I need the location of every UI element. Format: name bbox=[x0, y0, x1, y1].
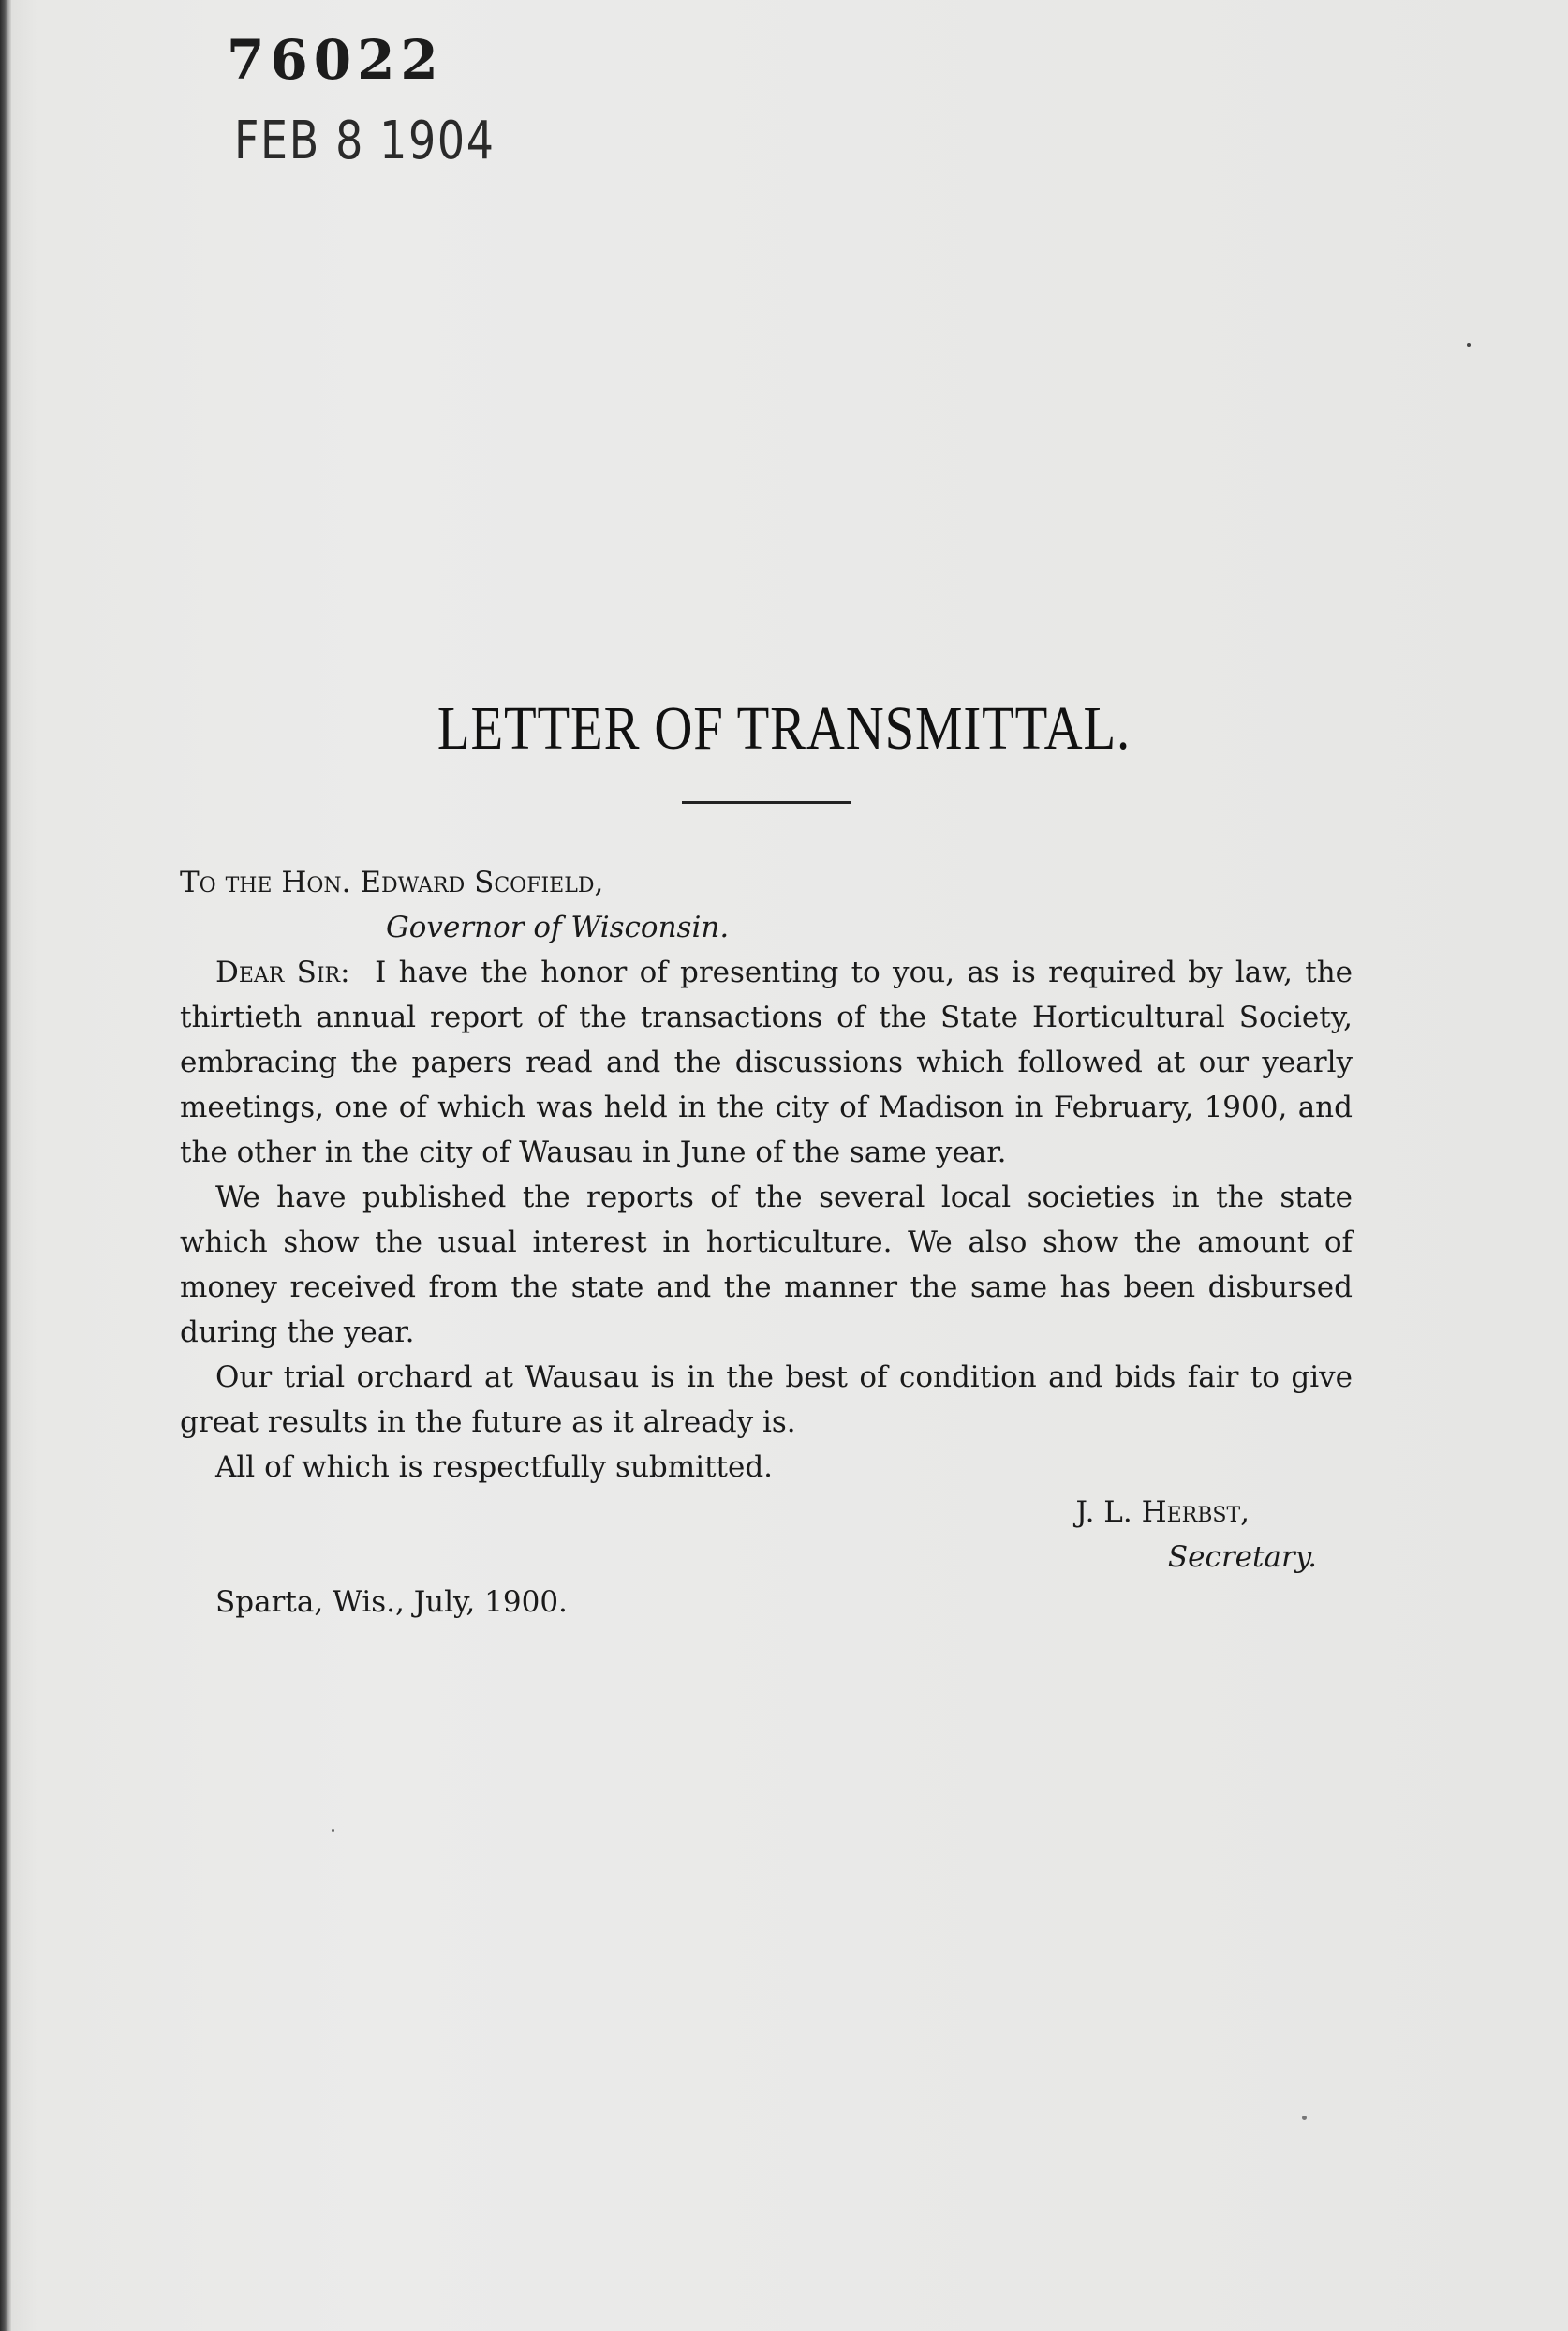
paragraph-4: All of which is respectfully submitted. bbox=[215, 1450, 774, 1484]
letter-title: LETTER OF TRANSMITTAL. bbox=[436, 694, 1132, 763]
signature-name: J. L. Herbst, bbox=[1075, 1495, 1250, 1529]
addressee-line: To the Hon. Edward Scofield, bbox=[180, 866, 604, 899]
paper-speck bbox=[1467, 343, 1471, 347]
paper-speck bbox=[1302, 2116, 1307, 2120]
paragraph-2: We have published the reports of the several local societies in the state which show the usual interest in horticulture. We also show the amount of money received from the state and the manner the same has been disbursed during the year. bbox=[180, 1180, 1353, 1349]
letter-body bbox=[180, 860, 1353, 1625]
addressee-title: Governor of Wisconsin. bbox=[386, 911, 730, 944]
received-date-stamp: FEB 8 1904 bbox=[234, 111, 496, 171]
place-and-date: Sparta, Wis., July, 1900. bbox=[215, 1585, 568, 1619]
accession-number-stamp: 76022 bbox=[227, 28, 444, 92]
paragraph-1 bbox=[180, 950, 1353, 1175]
title-divider bbox=[682, 801, 851, 804]
salutation: Dear Sir: bbox=[215, 956, 350, 989]
paper-speck bbox=[332, 1829, 334, 1832]
paragraph-1-text: I have the honor of presenting to you, as is required by law, the thirtieth annual report of the transactions of the State Horticultural Society, embracing the papers read and the discussions which followed at our yearly meetings, one of which was held in the city of Madison in February, 1900, and the other in the city of Wausau in June of the same year. bbox=[180, 956, 1354, 1169]
signature-title: Secretary. bbox=[1167, 1540, 1317, 1574]
page-binding-edge bbox=[0, 0, 11, 2331]
paragraph-3: Our trial orchard at Wausau is in the best of condition and bids fair to give great results in the future as it already is. bbox=[180, 1360, 1353, 1439]
